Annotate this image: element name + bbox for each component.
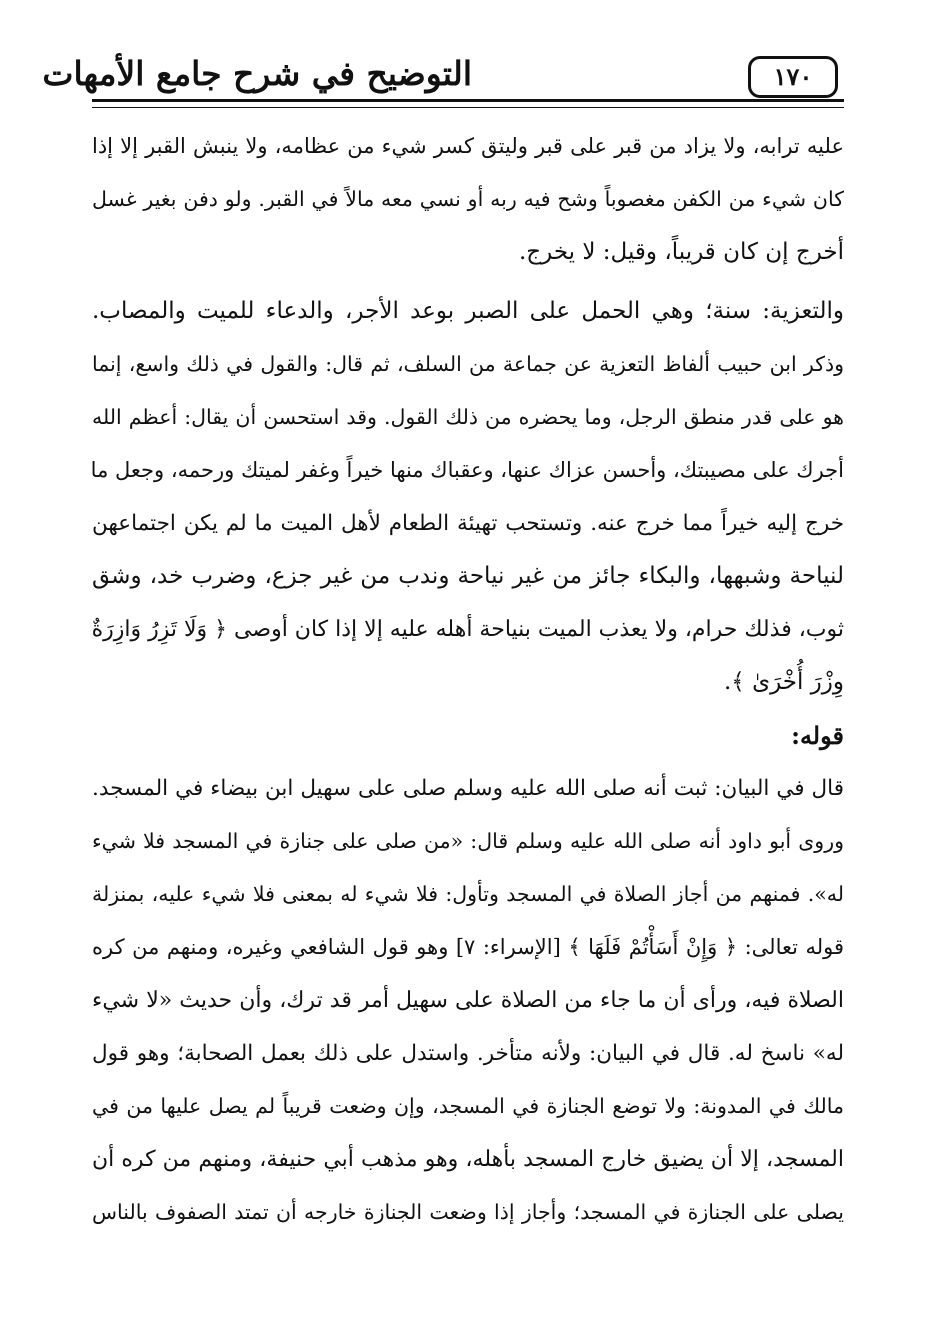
text-line: عليه ترابه، ولا يزاد من قبر على قبر وليتق كسر شيء من عظامه، ولا ينبش القبر إلا إذا: [92, 134, 844, 158]
section-heading: قوله:: [791, 721, 844, 750]
text-line: أجرك على مصيبتك، وأحسن عزاك عنها، وعقباك منها خيراً وغفر لميتك ورحمه، وجعل ما: [90, 458, 844, 482]
text-line: وروى أبو داود أنه صلى الله عليه وسلم قال: «من صلى على جنازة في المسجد فلا شيء: [92, 829, 844, 853]
text-line: خرج إليه خيراً مما خرج عنه. وتستحب تهيئة الطعام لأهل الميت ما لم يكن اجتماعهن: [92, 511, 844, 536]
header-rule-thin: [92, 107, 844, 108]
text-line: لنياحة وشبهها، والبكاء جائز من غير نياحة وندب من غير جزع، وضرب خد، وشق: [92, 563, 844, 589]
text-line: أخرج إن كان قريباً، وقيل: لا يخرج.: [518, 239, 844, 265]
page-header: [42, 52, 844, 102]
paragraph-1: [92, 120, 844, 279]
header-rule: [92, 99, 844, 102]
text-line: له». فمنهم من أجاز الصلاة في المسجد وتأول: فلا شيء له بمعنى فلا شيء عليه، بمنزلة: [92, 882, 844, 906]
paragraph-2: [92, 285, 844, 709]
text-line: قال في البيان: ثبت أنه صلى الله عليه وسلم صلى على سهيل ابن بيضاء في المسجد.: [92, 776, 844, 801]
text-line: مالك في المدونة: ولا توضع الجنازة في المسجد، وإن وضعت قريباً لم يصل عليها من في: [92, 1094, 844, 1118]
page-number: ١٧٠: [748, 56, 838, 98]
text-line: وِزْرَ أُخْرَىٰ ﴾.: [723, 669, 844, 695]
book-title: التوضيح في شرح جامع الأمهات: [42, 54, 472, 93]
text-line: ثوب، فذلك حرام، ولا يعذب الميت بنياحة أهله عليه إلا إذا كان أوصى ﴿ وَلَا تَزِرُ وَازِرَةٌ: [91, 617, 844, 642]
body-text: [92, 120, 844, 1239]
text-line: هو على قدر منطق الرجل، وما يحضره من ذلك القول. وقد استحسن أن يقال: أعظم الله: [92, 405, 844, 429]
text-line: له» ناسخ له. قال في البيان: ولأنه متأخر. واستدل على ذلك بعمل الصحابة؛ وهو قول: [92, 1041, 844, 1066]
text-line: كان شيء من الكفن مغصوباً وشح فيه ربه أو نسي معه مالاً في القبر. ولو دفن بغير غسل: [92, 187, 844, 211]
text-line: قوله تعالى: ﴿ وَإِنْ أَسَأْتُمْ فَلَهَا ﴾ [الإسراء: ٧] وهو قول الشافعي وغيره، ومنهم من كره: [92, 935, 844, 959]
text-line: وذكر ابن حبيب ألفاظ التعزية عن جماعة من السلف، ثم قال: والقول في ذلك واسع، إنما: [92, 352, 844, 376]
text-line: يصلى على الجنازة في المسجد؛ وأجاز إذا وضعت الجنازة خارجه أن تمتد الصفوف بالناس: [92, 1200, 844, 1224]
text-line: والتعزية: سنة؛ وهي الحمل على الصبر بوعد الأجر، والدعاء للميت والمصاب.: [92, 298, 844, 324]
paragraph-3: [92, 762, 844, 1239]
text-line: الصلاة فيه، ورأى أن ما جاء من الصلاة على سهيل أمر قد ترك، وأن حديث «لا شيء: [92, 988, 844, 1013]
text-line: المسجد، إلا أن يضيق خارج المسجد بأهله، وهو مذهب أبي حنيفة، ومنهم من كره أن: [92, 1147, 844, 1172]
